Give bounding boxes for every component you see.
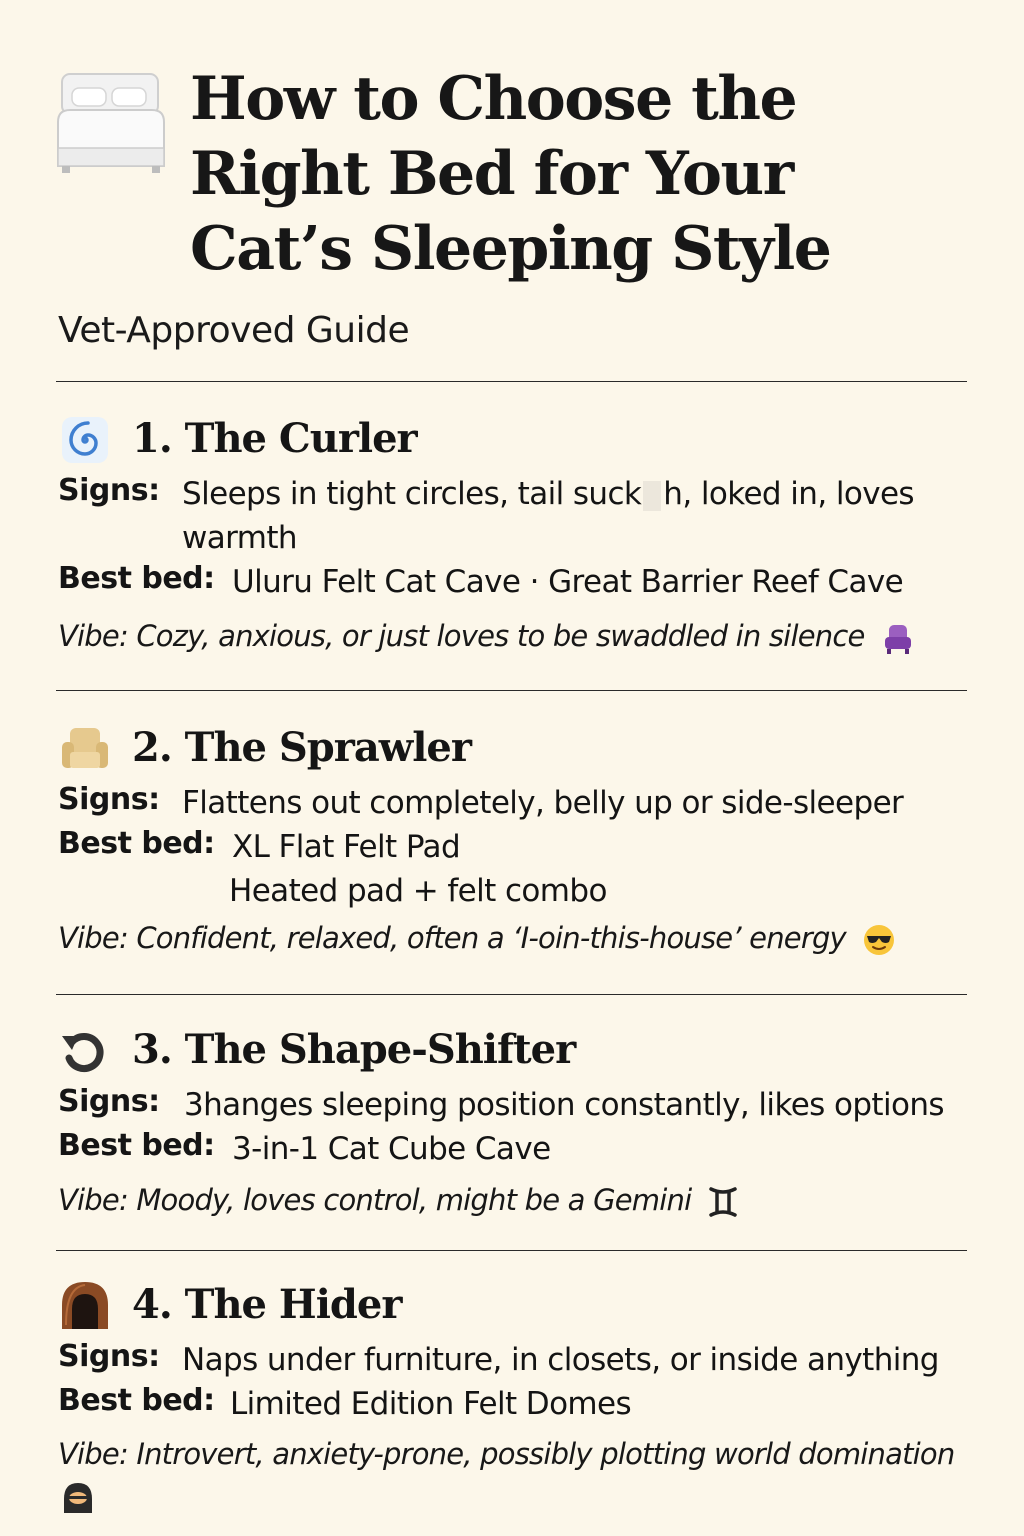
vibe-line: Vibe: Confident, relaxed, often a ‘I-oin-this-house’ energy [58, 921, 896, 957]
section-sprawler [58, 722, 978, 955]
divider [56, 381, 967, 382]
section-title: 3. The Shape-Shifter [132, 1026, 576, 1073]
page-title: How to Choose the Right Bed for Your Cat’s Sleeping Style [190, 64, 831, 284]
section-hider [58, 1279, 978, 1471]
spiral-icon [58, 413, 112, 467]
signs-text: Sleeps in tight circles, tail suck h, loked in, loves [182, 476, 914, 512]
armchair-icon [58, 722, 112, 776]
hooded-ninja-icon [62, 1481, 94, 1515]
best-bed-text-2: Heated pad + felt combo [229, 873, 607, 909]
best-bed-label: Best bed: [58, 1383, 215, 1418]
best-bed-label: Best bed: [58, 1128, 215, 1163]
divider [56, 1250, 967, 1251]
signs-text: Naps under furniture, in closets, or inside anything [182, 1342, 939, 1378]
vibe-line: Vibe: Cozy, anxious, or just loves to be swaddled in silence [58, 619, 915, 655]
vibe-line: Vibe: Introvert, anxiety-prone, possibly plotting world domination [58, 1437, 955, 1471]
best-bed-text: Uluru Felt Cat Cave · Great Barrier Reef Cave [232, 564, 904, 600]
divider [56, 690, 967, 691]
signs-label: Signs: [58, 1084, 160, 1119]
header [56, 62, 976, 302]
dome-bed-icon [58, 1279, 112, 1333]
counterclockwise-arrow-icon [58, 1024, 112, 1078]
section-title: 1. The Curler [132, 415, 417, 462]
signs-text: 3hanges sleeping position constantly, likes options [184, 1087, 944, 1123]
best-bed-text: Limited Edition Felt Domes [230, 1386, 632, 1422]
section-shape-shifter [58, 1024, 978, 1217]
signs-text-continued: warmth [182, 520, 297, 556]
vibe-line: Vibe: Moody, loves control, might be a Gemini [58, 1183, 738, 1219]
section-curler [58, 413, 978, 653]
best-bed-text: XL Flat Felt Pad [232, 829, 461, 865]
gemini-icon [708, 1185, 738, 1219]
best-bed-text: 3-in-1 Cat Cube Cave [232, 1131, 551, 1167]
signs-label: Signs: [58, 782, 160, 817]
page-subtitle: Vet-Approved Guide [58, 310, 410, 351]
signs-label: Signs: [58, 473, 160, 508]
section-title: 2. The Sprawler [132, 724, 471, 771]
purple-chair-icon [881, 621, 915, 655]
bed-icon [56, 70, 168, 174]
sunglasses-face-icon [862, 923, 896, 957]
best-bed-label: Best bed: [58, 561, 215, 596]
signs-text: Flattens out completely, belly up or side-sleeper [182, 785, 904, 821]
signs-label: Signs: [58, 1339, 160, 1374]
smudge-mark [643, 481, 661, 511]
divider [56, 994, 967, 995]
section-title: 4. The Hider [132, 1281, 402, 1328]
best-bed-label: Best bed: [58, 826, 215, 861]
